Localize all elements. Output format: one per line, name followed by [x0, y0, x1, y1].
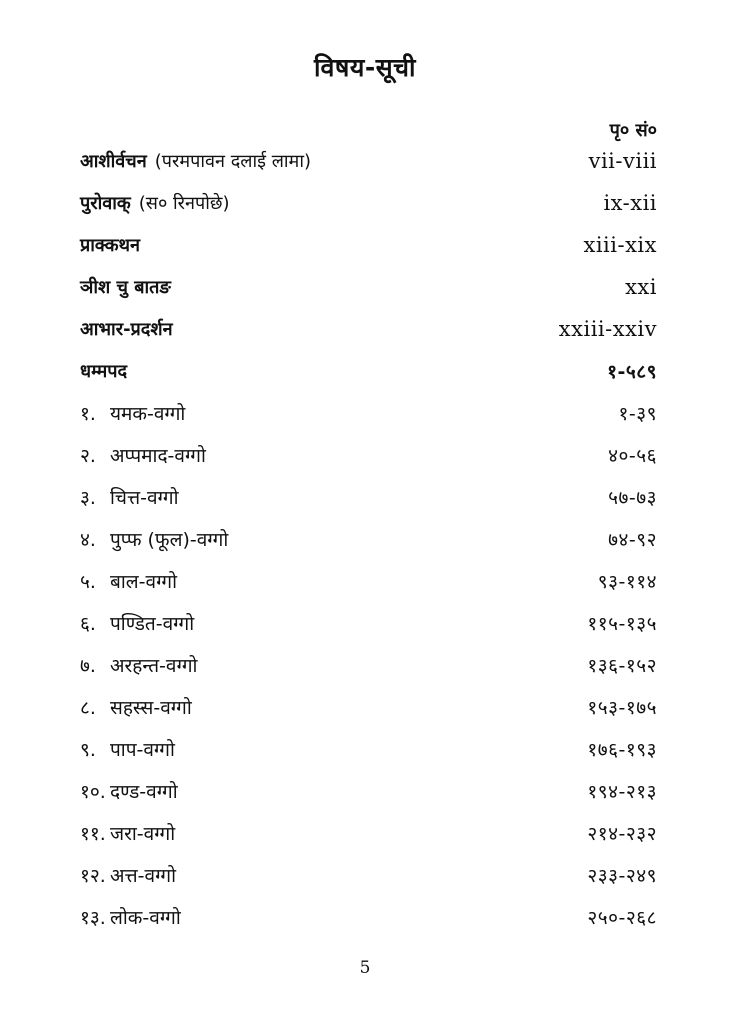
- chapter-pages: २५०-२६८: [587, 907, 657, 929]
- chapter-pages: ७४-९२: [608, 529, 657, 551]
- chapter-number: १२.: [80, 865, 106, 887]
- toc-chapter[interactable]: [80, 812, 657, 854]
- toc-chapter[interactable]: [80, 518, 657, 560]
- chapter-title: अप्पमाद-वग्गो: [110, 445, 206, 467]
- entry-subtitle: (स० रिनपोछे): [138, 193, 230, 214]
- toc-chapter[interactable]: [80, 434, 657, 476]
- chapter-title: चित्त-वग्गो: [110, 487, 179, 509]
- entry-title: पुरोवाक्: [80, 193, 131, 214]
- chapter-title: पाप-वग्गो: [110, 739, 175, 761]
- entry-title: आभार-प्रदर्शन: [80, 319, 173, 340]
- toc-chapter[interactable]: [80, 770, 657, 812]
- toc-chapter[interactable]: [80, 476, 657, 518]
- chapter-number: ७.: [80, 655, 96, 677]
- entry-title: प्राक्कथन: [80, 235, 141, 256]
- chapter-title: बाल-वग्गो: [110, 571, 178, 593]
- page-number-column-header: पृ० सं०: [609, 120, 657, 141]
- chapter-pages: २१४-२३२: [587, 823, 657, 845]
- chapter-number: ३.: [80, 487, 96, 509]
- toc-entry-blessing[interactable]: [80, 140, 657, 182]
- chapter-title: पुप्फ (फूल)-वग्गो: [110, 529, 229, 551]
- toc-chapter[interactable]: [80, 602, 657, 644]
- chapter-title: पण्डित-वग्गो: [110, 613, 195, 635]
- toc-chapter[interactable]: [80, 896, 657, 938]
- toc-entry-foreword[interactable]: [80, 224, 657, 266]
- section-pages: १-५८९: [607, 361, 657, 383]
- chapter-number: ८.: [80, 697, 96, 719]
- toc-chapter[interactable]: [80, 644, 657, 686]
- chapter-pages: १-३९: [618, 403, 657, 425]
- chapter-pages: २३३-२४९: [587, 865, 657, 887]
- entry-pages: xxi: [625, 275, 657, 299]
- chapter-title: दण्ड-वग्गो: [110, 781, 178, 803]
- entry-pages: xxiii-xxiv: [558, 317, 657, 341]
- chapter-number: १.: [80, 403, 96, 425]
- toc-chapter[interactable]: [80, 560, 657, 602]
- chapter-title: जरा-वग्गो: [110, 823, 176, 845]
- chapter-pages: ११५-१३५: [587, 613, 657, 635]
- entry-pages: ix-xii: [603, 191, 657, 215]
- toc-entry-acknowledgement[interactable]: [80, 308, 657, 350]
- chapter-number: १०.: [80, 781, 106, 803]
- chapter-number: २.: [80, 445, 96, 467]
- chapter-number: १३.: [80, 907, 106, 929]
- chapter-pages: ५७-७३: [608, 487, 657, 509]
- toc-entry-tibetan-foreword[interactable]: [80, 266, 657, 308]
- chapter-pages: ९३-११४: [597, 571, 657, 593]
- entry-subtitle: (परमपावन दलाई लामा): [154, 151, 312, 172]
- chapter-number: ५.: [80, 571, 96, 593]
- page-number: 5: [359, 958, 371, 978]
- chapter-title: यमक-वग्गो: [110, 403, 186, 425]
- chapter-number: ११.: [80, 823, 106, 845]
- chapter-title: अरहन्त-वग्गो: [110, 655, 198, 677]
- entry-title: आशीर्वचन: [80, 151, 147, 172]
- chapter-pages: १९४-२१३: [587, 781, 657, 803]
- chapter-number: ९.: [80, 739, 96, 761]
- chapter-title: लोक-वग्गो: [110, 907, 181, 929]
- chapter-pages: ४०-५६: [608, 445, 657, 467]
- table-of-contents: [80, 140, 657, 938]
- toc-chapter[interactable]: [80, 854, 657, 896]
- chapter-title: अत्त-वग्गो: [110, 865, 177, 887]
- chapter-number: ४.: [80, 529, 96, 551]
- chapter-number: ६.: [80, 613, 96, 635]
- toc-chapter[interactable]: [80, 728, 657, 770]
- toc-entry-dhammapada[interactable]: [80, 350, 657, 392]
- page-title: विषय-सूची: [314, 53, 416, 82]
- section-title: धम्मपद: [80, 361, 127, 382]
- chapter-pages: १३६-१५२: [587, 655, 657, 677]
- toc-chapter[interactable]: [80, 686, 657, 728]
- chapter-title: सहस्स-वग्गो: [110, 697, 192, 719]
- entry-pages: xiii-xix: [583, 233, 657, 257]
- chapter-pages: १७६-१९३: [587, 739, 657, 761]
- chapter-pages: १५३-१७५: [587, 697, 657, 719]
- toc-chapter[interactable]: [80, 392, 657, 434]
- toc-entry-preface[interactable]: [80, 182, 657, 224]
- entry-pages: vii-viii: [588, 149, 657, 173]
- entry-title: ञीश चु बातङ: [80, 277, 171, 298]
